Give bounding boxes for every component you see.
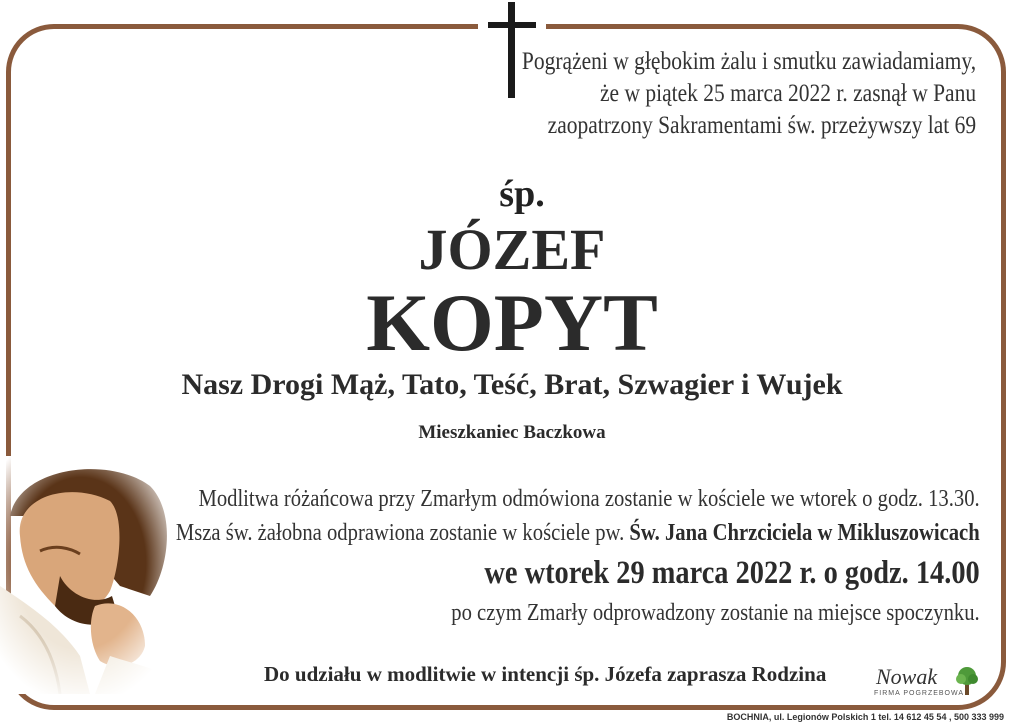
intro-line-2: że w piątek 25 marca 2022 r. zasnął w Panu — [599, 80, 976, 107]
deceased-last-name: KOPYT — [366, 277, 658, 368]
rosary-text: Modlitwa różańcowa przy Zmarłym odmówiona zostanie w kościele we wtorek o godz. 13.30. — [198, 486, 980, 512]
deceased-relations: Nasz Drogi Mąż, Tato, Teść, Brat, Szwagier i Wujek — [181, 368, 843, 401]
praying-jesus-image — [0, 456, 180, 694]
ceremony-info — [176, 482, 980, 630]
deceased-prefix: śp. — [499, 173, 545, 215]
logo-name: Nowak — [876, 664, 938, 689]
mass-prefix: Msza św. żałobna odprawiona zostanie w kościele pw. — [176, 520, 625, 546]
intro-line-1: Pogrążeni w głębokim żalu i smutku zawiadamiamy, — [521, 48, 976, 75]
invitation-text: Do udziału w modlitwie w intencji śp. Józefa zaprasza Rodzina — [264, 662, 827, 686]
intro-line-3: zaopatrzony Sakramentami św. przeżywszy lat 69 — [547, 112, 976, 139]
mass-text — [176, 516, 980, 550]
tree-logo-icon — [954, 666, 980, 696]
burial-text: po czym Zmarły odprowadzony zostanie na miejsce spoczynku. — [451, 600, 980, 626]
funeral-home-address: BOCHNIA, ul. Legionów Polskich 1 tel. 14 612 45 54 , 500 333 999 — [726, 712, 1004, 722]
mass-date-time: we wtorek 29 marca 2022 r. o godz. 14.00 — [484, 555, 980, 591]
deceased-residence: Mieszkaniec Baczkowa — [418, 422, 606, 443]
intro-text — [522, 46, 976, 142]
church-name: Św. Jana Chrzciciela w Mikluszowicach — [629, 520, 980, 546]
logo-subtitle: FIRMA POGRZEBOWA — [874, 690, 965, 697]
deceased-first-name: JÓZEF — [418, 217, 606, 282]
funeral-home-logo — [870, 664, 982, 704]
